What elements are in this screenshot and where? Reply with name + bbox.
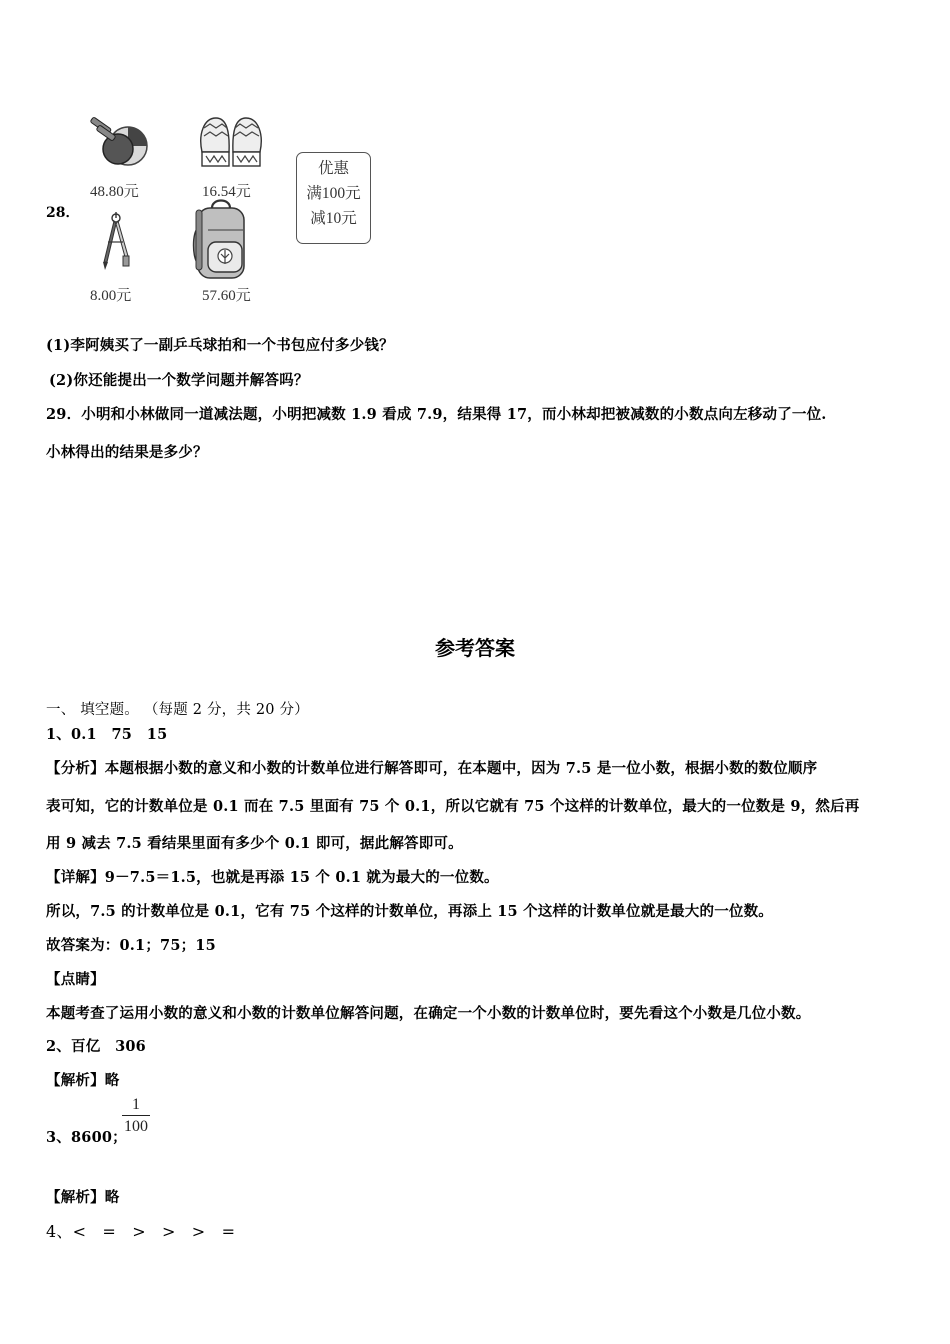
promo-title: 优惠 [317, 160, 349, 177]
answer-1-analysis-line-1: 【分析】本题根据小数的意义和小数的计数单位进行解答即可，在本题中，因为 7.5 是一位小数，根据小数的数位顺序 [46, 760, 818, 777]
promo-discount: 减10元 [310, 210, 357, 227]
answer-1-key: 本题考查了运用小数的意义和小数的计数单位解答问题，在确定一个小数的计数单位时，要先看这个小数是几位小数。 [46, 1005, 811, 1022]
fraction-denominator: 100 [124, 1118, 148, 1135]
answer-1: 1、0.1 75 15 [46, 726, 168, 743]
answer-1-key-label: 【点睛】 [46, 971, 105, 988]
section-heading: 一、 填空题。 （每题 2 分，共 20 分） [46, 702, 309, 718]
answer-1-so: 所以，7.5 的计数单位是 0.1，它有 75 个这样的计数单位，再添上 15 个这样的计数单位就是最大的一位数。 [46, 903, 773, 920]
ping-pong-paddle-icon [88, 116, 158, 172]
fraction-bar [122, 1115, 150, 1116]
backpack-icon [188, 198, 254, 282]
question-28-part-2: (2)你还能提出一个数学问题并解答吗？ [49, 372, 309, 389]
question-number-28: 28． [46, 205, 80, 221]
answer-1-final: 故答案为：0.1；75；15 [46, 937, 216, 954]
price-backpack: 57.60元 [202, 288, 251, 304]
question-29-line-2: 小林得出的结果是多少？ [46, 444, 208, 461]
answer-1-analysis-line-3: 用 9 减去 7.5 看结果里面有多少个 0.1 即可，据此解答即可。 [46, 835, 463, 852]
price-mittens: 16.54元 [202, 184, 251, 200]
mittens-icon [196, 114, 266, 172]
answers-title: 参考答案 [435, 636, 515, 660]
fraction-numerator: 1 [132, 1096, 140, 1113]
answer-3-analysis: 【解析】略 [46, 1189, 120, 1206]
answer-3: 3、8600； [46, 1129, 127, 1146]
answer-1-detail: 【详解】9－7.5＝1.5，也就是再添 15 个 0.1 就为最大的一位数。 [46, 869, 499, 886]
answer-3-fraction [122, 1096, 150, 1136]
answer-2-analysis: 【解析】略 [46, 1072, 120, 1089]
price-paddle: 48.80元 [90, 184, 139, 200]
answer-2: 2、百亿 306 [46, 1038, 146, 1055]
answer-1-analysis-line-2: 表可知，它的计数单位是 0.1 而在 7.5 里面有 75 个 0.1，所以它就有 75 个这样的计数单位，最大的一位数是 9，然后再 [46, 798, 860, 815]
question-28-part-1: (1)李阿姨买了一副乒乓球拍和一个书包应付多少钱？ [46, 337, 394, 354]
promo-threshold: 满100元 [306, 185, 361, 202]
compass-icon [98, 212, 138, 272]
answer-4: 4、< = > > > = [46, 1222, 236, 1241]
price-compass: 8.00元 [90, 288, 132, 304]
question-29-line-1: 29．小明和小林做同一道减法题，小明把减数 1.9 看成 7.9，结果得 17，而小林却把被减数的小数点向左移动了一位. [46, 406, 827, 423]
promotion-box [296, 152, 371, 244]
